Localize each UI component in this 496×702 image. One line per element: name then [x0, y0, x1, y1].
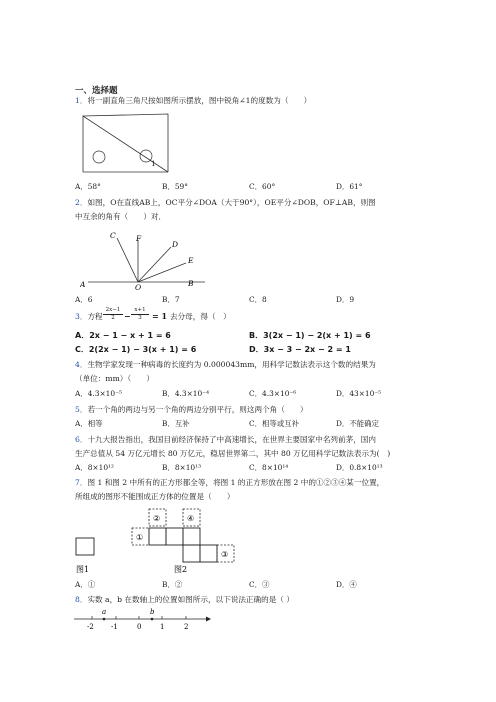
- mark-1: ①: [136, 533, 144, 542]
- fraction-2-denominator: 3: [138, 315, 142, 321]
- option-a[interactable]: A．6: [75, 295, 93, 304]
- option-c[interactable]: C．相等或互补: [249, 419, 299, 428]
- number-line-figure: [72, 606, 212, 632]
- option-b[interactable]: B．3(2x − 1) − 2(x + 1) = 6: [249, 331, 371, 340]
- option-c[interactable]: C．2(2x − 1) − 3(x + 1) = 6: [75, 345, 197, 354]
- option-b[interactable]: B．②: [162, 580, 183, 589]
- question-2-line-1: [75, 198, 376, 208]
- question-number: 5．: [75, 405, 88, 414]
- tick-label: 0: [137, 623, 142, 631]
- figure-1-label: 图1: [76, 565, 90, 574]
- figure-2-label: 图2: [174, 565, 188, 574]
- point-b-label: b: [150, 608, 155, 616]
- question-2-line-2: 中互余的角有（ ）对．: [75, 212, 167, 221]
- mark-4: ④: [187, 514, 195, 523]
- question-3-tail: 去分母，得（ ）: [170, 312, 231, 321]
- fraction-1-denominator: 2: [111, 315, 115, 321]
- option-c[interactable]: C．4.3×10⁻⁶: [249, 389, 297, 398]
- option-b[interactable]: B．7: [162, 295, 180, 304]
- option-c[interactable]: C．8×10¹⁴: [249, 463, 289, 472]
- question-7-line-1: [75, 478, 384, 488]
- question-number: 1．: [75, 96, 88, 105]
- question-text: 将一副直角三角尺按如图所示摆放，图中锐角∠1的度数为（ ）: [87, 96, 312, 105]
- triangle-figure: [80, 112, 170, 176]
- mark-2: ②: [153, 514, 161, 523]
- question-3: [75, 312, 103, 332]
- question-8: [75, 595, 294, 605]
- label-a: A: [80, 280, 86, 289]
- option-a[interactable]: A．2x − 1 − x + 1 = 6: [75, 331, 171, 340]
- label-c: C: [110, 231, 116, 240]
- question-4-line-2: （单位：mm）（ ）: [75, 374, 154, 383]
- question-4-line-1: [75, 360, 376, 370]
- tick-label: -2: [87, 623, 94, 631]
- option-b[interactable]: B．8×10¹³: [162, 463, 202, 472]
- option-d[interactable]: D．43×10⁻⁵: [336, 389, 382, 398]
- question-text: 图 1 和图 2 中所有的正方形都全等，将图 1 的正方形放在图 2 中的①②③④某一位置，: [87, 478, 385, 487]
- option-a[interactable]: A．①: [75, 580, 96, 589]
- option-a[interactable]: A．8×10¹²: [75, 463, 114, 472]
- cube-net-figure: [74, 506, 244, 576]
- question-text: 生物学家发现一种病毒的长度约为 0.000043mm，用科学记数法表示这个数的结果为: [87, 360, 376, 369]
- question-text: 如图，O在直线AB上，OC平分∠DOA（大于90°），OE平分∠DOB，OF⊥AB，则图: [87, 198, 376, 207]
- option-a[interactable]: A．4.3×10⁻⁵: [75, 389, 122, 398]
- question-1: [75, 96, 311, 106]
- label-e: E: [188, 256, 194, 265]
- label-d: D: [172, 240, 179, 249]
- label-o: O: [135, 283, 142, 290]
- option-c[interactable]: C．③: [249, 580, 270, 589]
- question-6-line-2: 生产总值从 54 万亿元增长 80 万亿元，稳居世界第二，其中 80 万亿用科学记数法表示为( ): [75, 449, 391, 458]
- option-d[interactable]: D．9: [336, 295, 355, 304]
- point-a-label: a: [102, 608, 107, 616]
- label-b: B: [188, 279, 194, 288]
- question-7-line-2: 所组成的图形不能围成正方体的位置是（ ）: [75, 492, 235, 501]
- question-number: 2．: [75, 198, 88, 207]
- equals-one: = 1: [152, 311, 168, 321]
- angle-lines-figure: [80, 228, 210, 290]
- question-text: 若一个角的两边与另一个角的两边分别平行，则这两个角（ ）: [87, 405, 308, 414]
- option-d[interactable]: D．61°: [336, 182, 363, 191]
- option-b[interactable]: B．互补: [162, 419, 190, 428]
- question-number: 4．: [75, 360, 88, 369]
- question-text: 十九大报告指出，我国目前经济保持了中高速增长，在世界主要国家中名列前茅，国内: [87, 435, 376, 444]
- option-b[interactable]: B．59°: [162, 182, 188, 191]
- minus-sign: −: [124, 311, 131, 321]
- fraction-2-numerator: x+1: [131, 307, 149, 315]
- question-number: 8．: [75, 595, 88, 604]
- fraction-2: [131, 307, 149, 322]
- question-number: 7．: [75, 478, 88, 487]
- tick-label: 2: [184, 623, 189, 631]
- section-title: 一、选择题: [75, 86, 118, 96]
- mark-3: ③: [221, 550, 229, 559]
- question-number: 3．: [75, 312, 88, 321]
- option-d[interactable]: D．④: [336, 580, 357, 589]
- option-d[interactable]: D．不能确定: [336, 419, 379, 428]
- fraction-1-numerator: 2x−1: [103, 307, 123, 315]
- figure-1-square: [76, 538, 94, 555]
- question-text: 实数 a，b 在数轴上的位置如图所示，以下说法正确的是（ ）: [87, 595, 294, 604]
- question-lead: 方程: [87, 312, 103, 321]
- option-c[interactable]: C．60°: [249, 182, 276, 191]
- option-b[interactable]: B．4.3×10⁻⁴: [162, 389, 210, 398]
- label-f: F: [136, 234, 142, 243]
- tick-label: -1: [111, 623, 118, 631]
- angle-1-label: 1: [151, 159, 156, 168]
- option-d[interactable]: D．3x − 3 − 2x − 2 = 1: [249, 345, 351, 354]
- tick-label: 1: [160, 623, 165, 631]
- question-5: [75, 405, 308, 415]
- option-a[interactable]: A．58°: [75, 182, 101, 191]
- question-number: 6．: [75, 435, 88, 444]
- fraction-1: [103, 307, 123, 322]
- option-a[interactable]: A．相等: [75, 419, 103, 428]
- question-6-line-1: [75, 435, 376, 445]
- option-d[interactable]: D．0.8×10¹³: [336, 463, 383, 472]
- option-c[interactable]: C．8: [249, 295, 267, 304]
